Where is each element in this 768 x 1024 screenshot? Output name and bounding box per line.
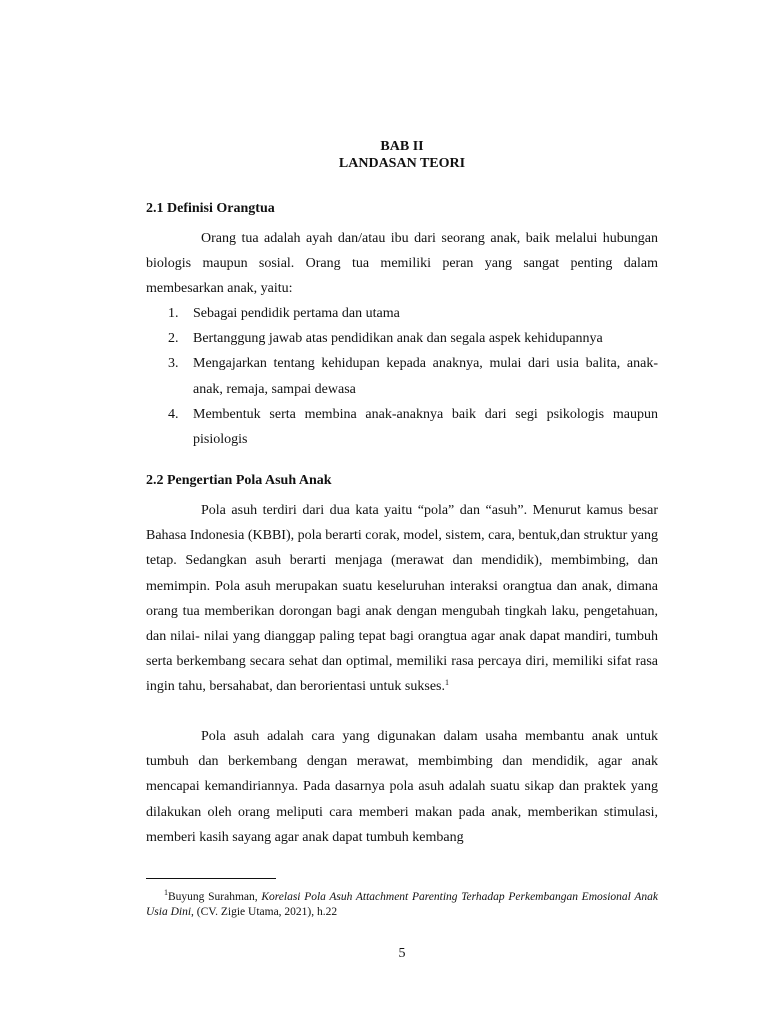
list-number: 4. xyxy=(168,406,179,422)
page-number: 5 xyxy=(398,946,406,961)
paragraph-pola-asuh-1 xyxy=(146,498,658,700)
list-number: 3. xyxy=(168,356,179,372)
role-list xyxy=(146,301,658,452)
paragraph-text: Pola asuh terdiri dari dua kata yaitu “pola” dan “asuh”. Menurut kamus besar Bahasa Indonesia (KBBI), pola berarti corak, model, sistem, cara, bentuk,dan struktur yang tetap. Sedangkan asuh berarti menjaga (merawat dan mendidik), membimbing, dan memimpin. Pola asuh merupakan suatu keseluruhan interaksi orangtua dan anak, dimana orang tua memberikan dorongan bagi anak dengan mengubah tingkah laku, pengetahuan, dan nilai- nilai yang dianggap paling tepat bagi orangtua agar anak dapat mandiri, tumbuh serta berkembang secara sehat dan optimal, memiliki rasa percaya diri, memiliki sifat rasa ingin tahu, bersahabat, dan berorientasi untuk sukses. xyxy=(146,503,659,695)
list-text: Bertanggung jawab atas pendidikan anak dan segala aspek kehidupannya xyxy=(193,331,603,347)
footnote-publisher: , (CV. Zigie Utama, 2021), h.22 xyxy=(191,906,338,918)
list-item xyxy=(146,326,658,351)
chapter-number: BAB II xyxy=(380,139,424,154)
footnote-divider xyxy=(146,878,276,879)
list-number: 2. xyxy=(168,331,179,347)
footnote-marker: 1 xyxy=(164,888,168,897)
list-item xyxy=(146,301,658,326)
paragraph-pola-asuh-2: Pola asuh adalah cara yang digunakan dalam usaha membantu anak untuk tumbuh dan berkembang dengan merawat, membimbing dan mendidik, agar anak mencapai kemandiriannya. Pada dasarnya pola asuh adalah suatu sikap dan praktek yang dilakukan oleh orang meliputi cara memberi makan pada anak, memberikan stimulasi, memberi kasih sayang agar anak dapat tumbuh kembang xyxy=(146,729,658,845)
list-number: 1. xyxy=(168,306,179,321)
list-text: Membentuk serta membina anak-anaknya baik dari segi psikologis maupun pisiologis xyxy=(193,406,658,448)
list-text: Sebagai pendidik pertama dan utama xyxy=(193,306,400,321)
section-title-pola-asuh: 2.2 Pengertian Pola Asuh Anak xyxy=(146,473,332,488)
section-title-definisi: 2.1 Definisi Orangtua xyxy=(146,201,275,216)
paragraph-definisi: Orang tua adalah ayah dan/atau ibu dari seorang anak, baik melalui hubungan biologis maupun sosial. Orang tua memiliki peran yang sangat penting dalam membesarkan anak, yaitu: xyxy=(146,231,658,297)
footnote-ref[interactable]: 1 xyxy=(444,678,449,688)
footnote-author: Buyung Surahman, xyxy=(168,891,262,903)
list-item xyxy=(146,402,658,452)
list-item xyxy=(146,351,658,401)
list-text: Mengajarkan tentang kehidupan kepada anaknya, mulai dari usia balita, anak-anak, remaja, sampai dewasa xyxy=(193,356,658,397)
chapter-title: LANDASAN TEORI xyxy=(338,156,466,171)
footnote xyxy=(146,890,658,920)
footnote-title: Korelasi Pola Asuh Attachment Parenting Terhadap Perkembangan Emosional Anak Usia Dini xyxy=(146,891,658,918)
